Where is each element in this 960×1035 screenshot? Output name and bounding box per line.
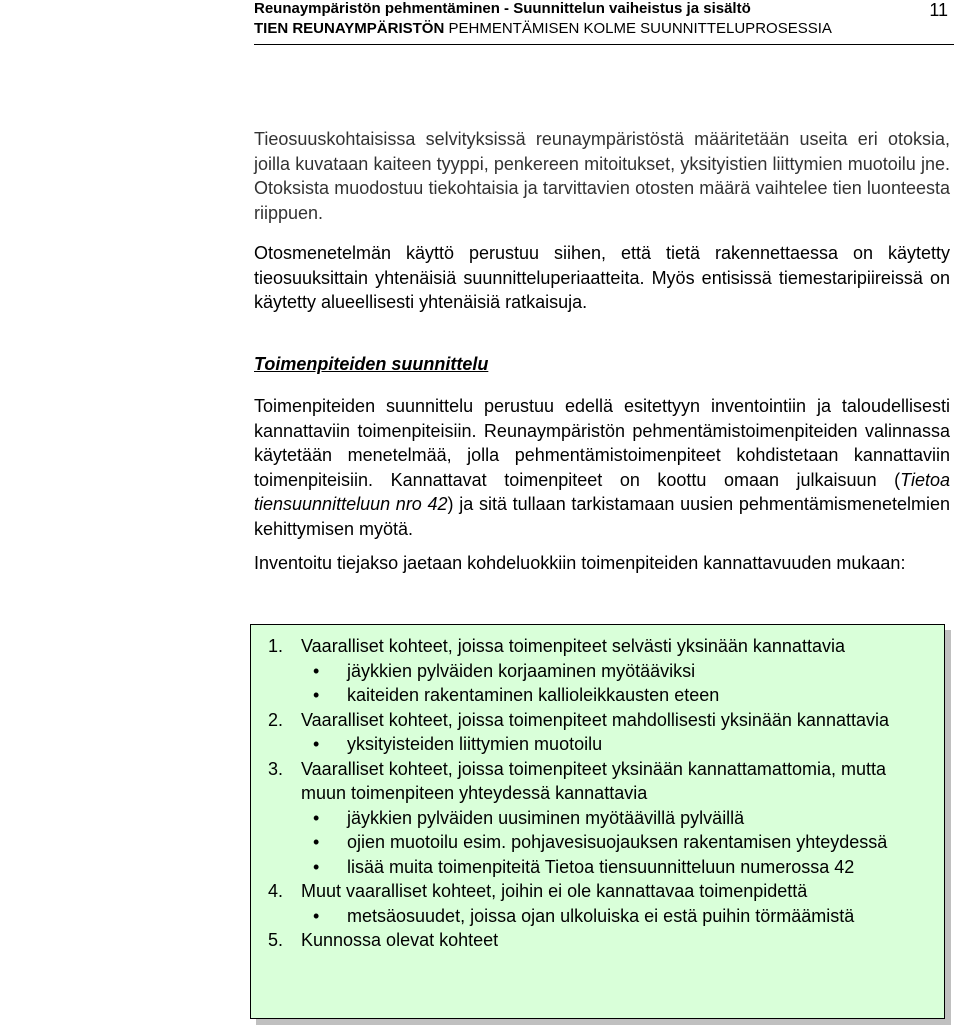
bullet-text: jäykkien pylväiden korjaaminen myötääviksi: [347, 660, 696, 681]
bullet-icon: •: [313, 734, 320, 754]
header-divider: [254, 44, 954, 45]
category-text: Kunnossa olevat kohteet: [301, 930, 499, 950]
category-number: 4.: [268, 881, 284, 901]
category-item: [251, 928, 944, 953]
category-item: [251, 757, 944, 806]
header-chapter-title: Reunaympäristön pehmentäminen - Suunnittelun vaiheistus ja sisältö: [254, 0, 751, 17]
bullet-icon: •: [313, 905, 320, 926]
category-list: [251, 634, 944, 953]
bullet-text: kaiteiden rakentaminen kallioleikkausten eteen: [347, 685, 720, 705]
paragraph-otosmenetelma: Otosmenetelmän käyttö perustuu siihen, että tietä rakennettaessa on käytetty tieosuuksittain yhtenäisiä suunnitteluperiaatteita. Myös entisissä tiemestaripiireissä on käytetty alueellisesti yhtenäisiä ratkaisuja.: [254, 243, 950, 312]
bullet-icon: •: [313, 832, 320, 852]
category-number: 3.: [268, 758, 284, 779]
category-number: 5.: [268, 930, 284, 950]
bullet-item: [251, 904, 944, 929]
paragraph-kohdeluokat: Inventoitu tiejakso jaetaan kohdeluokkiin toimenpiteiden kannattavuuden mukaan:: [254, 553, 906, 573]
bullet-item: [251, 732, 944, 757]
page-number: 11: [929, 0, 948, 20]
bullet-text: ojien muotoilu esim. pohjavesisuojauksen rakentamisen yhteydessä: [347, 832, 888, 852]
bullet-icon: •: [313, 685, 320, 705]
bullet-icon: •: [313, 856, 320, 877]
category-text: Muut vaaralliset kohteet, joihin ei ole kannattavaa toimenpidettä: [301, 881, 808, 901]
section-heading: Toimenpiteiden suunnittelu: [254, 354, 489, 374]
page-header: [254, 0, 954, 44]
category-number: 2.: [268, 709, 284, 730]
bullet-item: [251, 806, 944, 831]
bullet-text: metsäosuudet, joissa ojan ulkoluiska ei estä puihin törmäämistä: [347, 905, 855, 926]
paragraph-toimenpiteet-part-a: Toimenpiteiden suunnittelu perustuu edellä esitettyyn inventointiin ja taloudellisesti kannattaviin toimenpiteisiin. Reunaympäristön pehmentämistoimenpiteiden valinnassa käytetään menetelmää, jolla pehmentämistoimenpiteet kohdistetaan kannattaviin toimenpiteisiin. Kannattavat toimenpiteet on koottu omaan julkaisuun (: [254, 396, 950, 490]
bullet-item: [251, 830, 944, 855]
category-item: [251, 634, 944, 659]
category-item: [251, 708, 944, 733]
paragraph-toimenpiteet: [254, 394, 950, 541]
bullet-item: [251, 855, 944, 880]
bullet-item: [251, 683, 944, 708]
bullet-text: lisää muita toimenpiteitä Tietoa tiensuunnitteluun numerossa 42: [347, 856, 855, 877]
publication-reference: Tietoa tiensuunnitteluun nro 42: [254, 469, 950, 514]
header-section-title-rest: PEHMENTÄMISEN KOLME SUUNNITTELUPROSESSIA: [444, 20, 832, 37]
category-box: [250, 624, 945, 1019]
paragraph-toimenpiteet-part-b: ) ja sitä tullaan tarkistamaan uusien pehmentämismenetelmien kehittymisen myötä.: [254, 494, 950, 539]
bullet-icon: •: [313, 807, 320, 828]
header-section-title-bold: TIEN REUNAYMPÄRISTÖN: [254, 20, 445, 37]
category-item: [251, 879, 944, 904]
category-text: Vaaralliset kohteet, joissa toimenpiteet mahdollisesti yksinään kannattavia: [301, 709, 889, 730]
paragraph-otokset: Tieosuuskohtaisissa selvityksissä reunaympäristöstä määritetään useita eri otoksia, joilla kuvataan kaiteen tyyppi, penkereen mitoitukset, yksityistien liittymien muotoilu jne. Otoksista muodostuu tiekohtaisia ja tarvittavien otosten määrä vaihtelee tien luonteesta riippuen.: [254, 129, 950, 223]
bullet-icon: •: [313, 660, 320, 681]
header-section-title: [254, 20, 832, 37]
category-text: Vaaralliset kohteet, joissa toimenpiteet yksinään kannattamattomia, mutta muun toimenpiteen yhteydessä kannattavia: [301, 758, 886, 803]
bullet-text: jäykkien pylväiden uusiminen myötäävillä pylväillä: [347, 807, 745, 828]
category-number: 1.: [268, 636, 284, 656]
bullet-item: [251, 659, 944, 684]
bullet-text: yksityisteiden liittymien muotoilu: [347, 734, 603, 754]
category-text: Vaaralliset kohteet, joissa toimenpiteet selvästi yksinään kannattavia: [301, 636, 845, 656]
